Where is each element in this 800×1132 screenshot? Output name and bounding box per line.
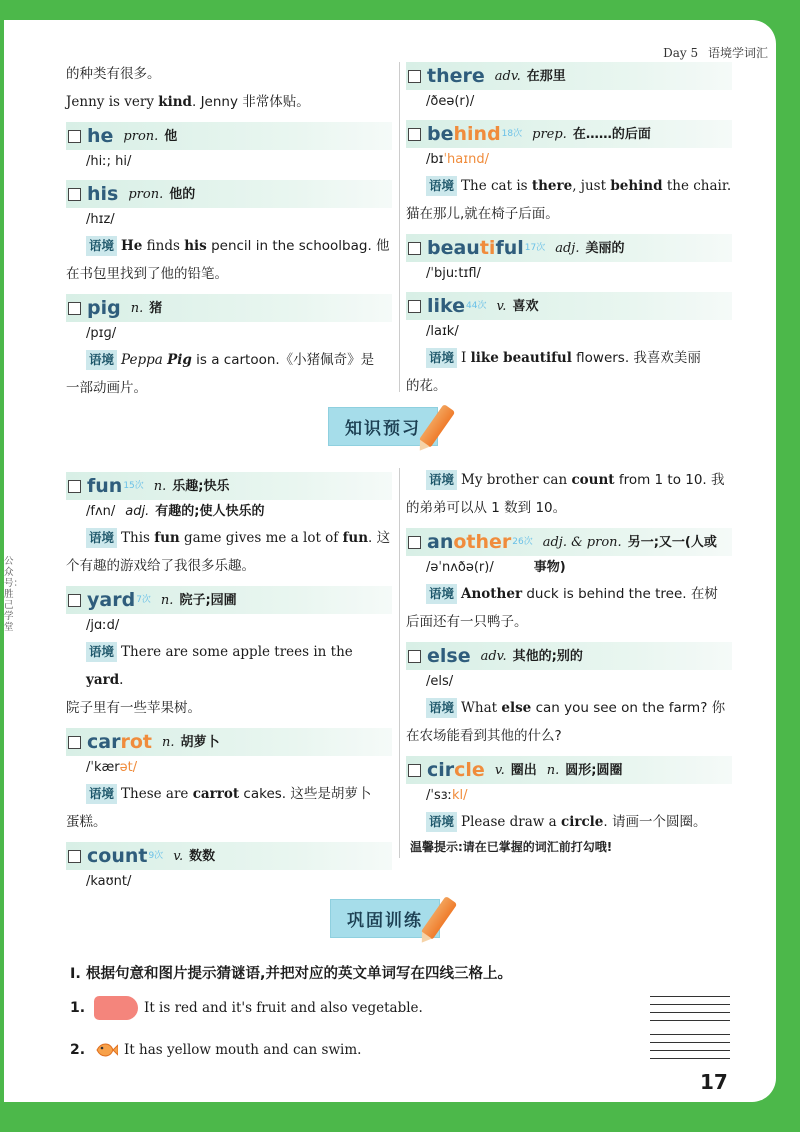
checkbox[interactable]	[68, 736, 81, 749]
page-number: 17	[700, 1070, 728, 1094]
part-of-speech: adj. & pron.	[542, 534, 622, 550]
chinese-meaning: 其他的;别的	[512, 648, 583, 664]
carrot-image	[94, 996, 138, 1020]
chinese-meaning: 他的	[169, 186, 196, 202]
headword: yard	[87, 588, 136, 611]
context-tag: 语境	[426, 176, 457, 196]
chinese-meaning: 猪	[149, 300, 163, 316]
part-of-speech: n.	[161, 734, 175, 750]
vocab-column-right-2	[406, 466, 732, 836]
example-translation: 一部动画片。	[66, 380, 147, 396]
headword: circle	[427, 758, 485, 781]
checkbox[interactable]	[408, 128, 421, 141]
headword: there	[427, 64, 485, 87]
part-of-speech: n.	[153, 478, 167, 494]
context-tag: 语境	[426, 812, 457, 832]
part-of-speech: v.	[173, 848, 184, 864]
phonetic: /fʌn/ adj. 有趣的;使人快乐的	[86, 504, 265, 519]
part-of-speech: v.	[494, 762, 505, 778]
example-sentence: 语境 This fun game gives me a lot of fun. 这	[86, 524, 392, 552]
frequency-badge: 7次	[136, 594, 151, 605]
phonetic: /laɪk/	[426, 324, 459, 339]
example-translation: 的弟弟可以从 1 数到 10。	[406, 500, 567, 516]
frequency-badge: 26次	[512, 536, 533, 547]
example-sentence: 语境 He finds his pencil in the schoolbag. 他	[86, 232, 392, 260]
context-tag: 语境	[86, 236, 117, 256]
phonetic: /kaʊnt/	[86, 874, 132, 889]
column-divider	[399, 468, 400, 858]
question-text: It is red and it's fruit and also vegetable.	[144, 1000, 423, 1016]
headword: beautiful	[427, 236, 524, 259]
example-translation: 后面还有一只鸭子。	[406, 614, 528, 630]
question-number: 1.	[70, 1000, 86, 1016]
frequency-badge: 15次	[123, 480, 144, 491]
phonetic: /bɪˈhaɪnd/	[426, 152, 489, 167]
frequency-badge: 17次	[524, 242, 546, 253]
phonetic: /ˈsɜːkl/	[426, 788, 468, 803]
phonetic: /əˈnʌðə(r)/ 事物)	[426, 560, 566, 575]
checkbox[interactable]	[408, 70, 421, 83]
vocab-entry-like	[406, 292, 732, 320]
checkbox[interactable]	[408, 536, 421, 549]
example-sentence: 语境 The cat is there, just behind the chair.	[426, 172, 732, 200]
exercise-item	[70, 1038, 361, 1062]
headword: another	[427, 530, 512, 553]
checkbox[interactable]	[68, 302, 81, 315]
vocab-entry-else	[406, 642, 732, 670]
phonetic: /ðeə(r)/	[426, 94, 475, 109]
chinese-meaning: 乐趣;快乐	[172, 478, 230, 494]
example-sentence: 语境 Another duck is behind the tree. 在树	[426, 580, 732, 608]
tip-note: 温馨提示:请在已掌握的词汇前打勾哦!	[410, 840, 613, 854]
context-tag: 语境	[86, 350, 117, 370]
part-of-speech: pron.	[123, 128, 159, 144]
headword: carrot	[87, 730, 152, 753]
example-translation: 的花。	[406, 378, 447, 394]
chinese-meaning: 胡萝卜	[180, 734, 220, 750]
phonetic: /jɑːd/	[86, 618, 120, 633]
example-sentence: 语境 Peppa Pig is a cartoon.《小猪佩奇》是	[86, 346, 392, 374]
headword: else	[427, 644, 471, 667]
example-translation: 在农场能看到其他的什么?	[406, 728, 562, 744]
column-divider	[399, 62, 400, 392]
headword: count	[87, 844, 148, 867]
checkbox[interactable]	[408, 300, 421, 313]
question-number: 2.	[70, 1042, 86, 1058]
headword: his	[87, 182, 119, 205]
vocab-entry-fun	[66, 472, 392, 500]
section-title: 巩固训练	[330, 899, 440, 938]
example-sentence: 语境 Please draw a circle. 请画一个圆圈。	[426, 808, 732, 836]
checkbox[interactable]	[68, 480, 81, 493]
example-translation: 猫在那儿,就在椅子后面。	[406, 206, 559, 222]
fish-image	[94, 1038, 118, 1062]
frequency-badge: 9次	[148, 850, 164, 861]
part-of-speech: prep.	[532, 126, 567, 142]
headword: pig	[87, 296, 121, 319]
exercise-item	[70, 996, 423, 1020]
side-watermark: 公众号：胜己学堂	[4, 556, 24, 633]
chinese-meaning: 美丽的	[585, 240, 625, 256]
vocab-entry-he	[66, 122, 392, 150]
vocab-entry-his	[66, 180, 392, 208]
phonetic: /ˈbjuːtɪfl/	[426, 266, 481, 281]
example-sentence: Jenny is very kind. Jenny 非常体贴。	[66, 94, 310, 110]
frequency-badge: 18次	[501, 128, 523, 139]
vocab-entry-another	[406, 528, 732, 556]
phonetic: /els/	[426, 674, 454, 689]
frequency-badge: 44次	[466, 300, 487, 311]
headword: behind	[427, 122, 501, 145]
vocab-entry-carrot	[66, 728, 392, 756]
example-sentence: 语境 What else can you see on the farm? 你	[426, 694, 732, 722]
phonetic: /pɪɡ/	[86, 326, 117, 341]
chinese-meaning: 他	[164, 128, 178, 144]
section-heading-practice	[330, 896, 446, 940]
vocab-column-right-1	[406, 60, 732, 400]
example-translation: 在书包里找到了他的铅笔。	[66, 266, 228, 282]
part-of-speech: adv.	[494, 68, 521, 84]
context-tag: 语境	[426, 470, 457, 490]
chinese-meaning: 数数	[189, 848, 216, 864]
headword: he	[87, 124, 114, 147]
example-translation: 个有趣的游戏给了我很多乐趣。	[66, 558, 255, 574]
chinese-meaning: 喜欢	[512, 298, 539, 314]
page-header	[663, 44, 768, 61]
part-of-speech: n.	[160, 592, 174, 608]
part-of-speech: n.	[130, 300, 144, 316]
context-tag: 语境	[426, 698, 457, 718]
chinese-meaning: 在那里	[526, 68, 566, 84]
checkbox[interactable]	[68, 130, 81, 143]
chinese-meaning: 院子;园圃	[179, 592, 237, 608]
vocab-entry-behind	[406, 120, 732, 148]
continued-text: 的种类有很多。	[66, 66, 161, 82]
day-label: Day 5	[663, 46, 699, 60]
context-tag: 语境	[86, 642, 117, 662]
checkbox[interactable]	[408, 650, 421, 663]
example-sentence: 语境 These are carrot cakes. 这些是胡萝卜	[86, 780, 392, 808]
question-text: It has yellow mouth and can swim.	[124, 1042, 362, 1058]
vocab-entry-beautiful	[406, 234, 732, 262]
vocab-entry-there	[406, 62, 732, 90]
context-tag: 语境	[426, 348, 457, 368]
example-translation: 蛋糕。	[66, 814, 107, 830]
exercise-instruction: Ⅰ. 根据句意和图片提示猜谜语,并把对应的英文单词写在四线三格上。	[70, 966, 512, 982]
part-of-speech: v.	[496, 298, 507, 314]
section-title: 知识预习	[328, 407, 438, 446]
example-translation: 院子里有一些苹果树。	[66, 700, 201, 716]
chinese-meaning: 圈出	[510, 762, 537, 778]
vocab-entry-yard	[66, 586, 392, 614]
writing-lines[interactable]	[650, 996, 730, 1028]
writing-lines[interactable]	[650, 1034, 730, 1066]
chinese-meaning: 另一;又一(人或	[627, 534, 717, 550]
headword: like	[427, 294, 466, 317]
part-of-speech: pron.	[128, 186, 164, 202]
phonetic: /ˈkærət/	[86, 760, 138, 775]
chinese-meaning: 有趣的;使人快乐的	[155, 504, 265, 519]
example-sentence: 语境 There are some apple trees in the yard.	[86, 644, 353, 688]
vocab-entry-pig	[66, 294, 392, 322]
part-of-speech: adj.	[125, 504, 150, 519]
context-tag: 语境	[86, 528, 117, 548]
vocab-column-left-2	[66, 466, 392, 894]
phonetic: /hiː; hi/	[86, 154, 132, 169]
section-heading-preview	[328, 404, 444, 448]
checkbox[interactable]	[68, 594, 81, 607]
context-tag: 语境	[426, 584, 457, 604]
context-tag: 语境	[86, 784, 117, 804]
vocab-column-left-1	[66, 60, 392, 402]
header-title: 语境学词汇	[707, 46, 768, 60]
example-sentence: 语境 My brother can count from 1 to 10. 我	[426, 466, 732, 494]
part-of-speech: adv.	[480, 648, 507, 664]
vocab-entry-circle	[406, 756, 732, 784]
chinese-meaning: 圆形;圆圈	[565, 762, 623, 778]
checkbox[interactable]	[68, 850, 81, 863]
checkbox[interactable]	[408, 764, 421, 777]
part-of-speech: n.	[546, 762, 560, 778]
checkbox[interactable]	[408, 242, 421, 255]
vocab-entry-count	[66, 842, 392, 870]
part-of-speech: adj.	[555, 240, 580, 256]
checkbox[interactable]	[68, 188, 81, 201]
example-sentence: 语境 I like beautiful flowers. 我喜欢美丽	[426, 344, 732, 372]
phonetic: /hɪz/	[86, 212, 115, 227]
headword: fun	[87, 474, 123, 497]
chinese-meaning: 在……的后面	[572, 126, 651, 142]
